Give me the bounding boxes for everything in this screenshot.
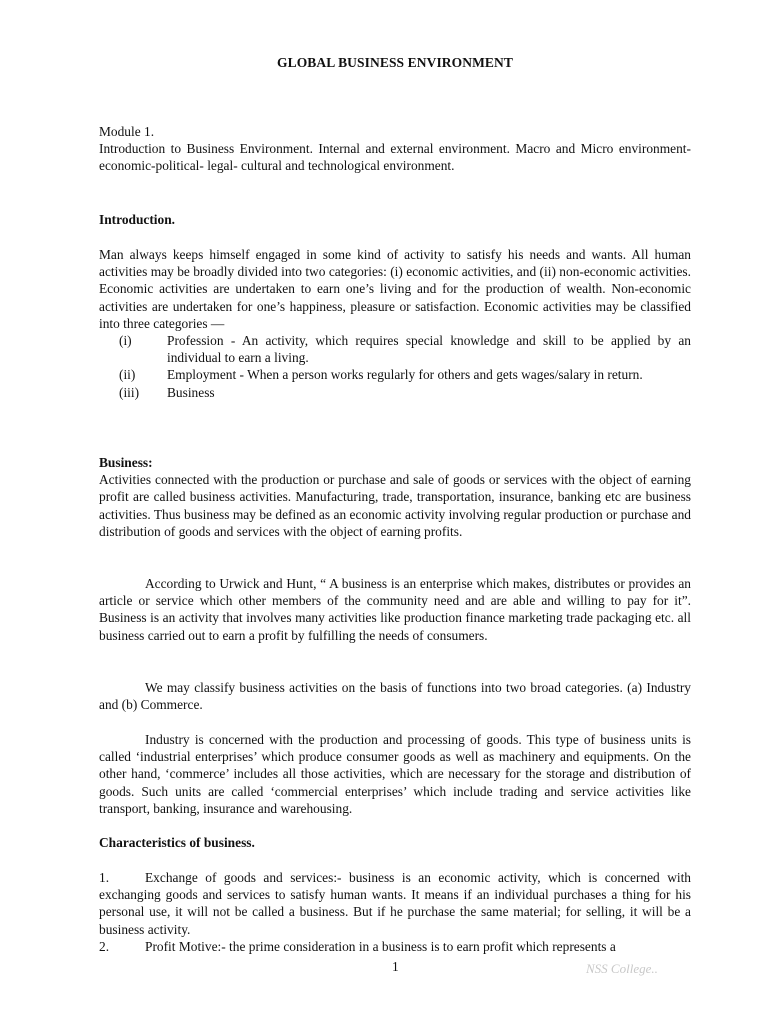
characteristics-heading: Characteristics of business.: [99, 835, 255, 850]
list-item-number: (iii): [119, 384, 140, 400]
characteristic-text: Exchange of goods and services:- business is an economic activity, which is concerned with exchanging goods and services to satisfy human wants. It means if an individual purchases a thing for his personal use, it will not be called a business. But if he purchase the same material; for selling, it will be a business activity.: [99, 870, 691, 937]
characteristic-number: 1.: [99, 870, 110, 885]
characteristic-text: Profit Motive:- the prime consideration in a business is to earn profit which represents a: [145, 938, 616, 954]
characteristic-item: [99, 869, 691, 938]
business-paragraph-2: According to Urwick and Hunt, “ A business is an enterprise which makes, distributes or provides an article or service which other members of the community need and are able and willing to pay for it”. Business is an activity that involves many activities like production finance marketing trade packaging etc. all business carried out to earn a profit by fulfilling the needs of consumers.: [99, 576, 691, 643]
activity-list-item: [99, 366, 691, 383]
list-item-text: Profession - An activity, which requires special knowledge and skill to be applied by an individual to earn a living.: [167, 333, 691, 366]
introduction-section: [99, 246, 691, 401]
industry-commerce-block: [99, 731, 691, 817]
business-section: [99, 454, 691, 540]
activity-list-item: [99, 384, 691, 401]
business-heading: Business:: [99, 455, 153, 470]
introduction-heading-block: [99, 211, 691, 228]
list-item-text: Employment - When a person works regularly for others and gets wages/salary in return.: [167, 367, 643, 383]
activity-list-item: [99, 332, 691, 366]
characteristic-number: 2.: [99, 938, 110, 954]
introduction-paragraph: Man always keeps himself engaged in some kind of activity to satisfy his needs and wants. All human activities may be broadly divided into two categories: (i) economic activities, and (ii) non-economic activities. Economic activities are undertaken to earn one’s living and for the production of wealth. Non-economic activities are undertaken for one’s happiness, pleasure or satisfaction. Economic activities may be classified into three categories —: [99, 247, 691, 331]
business-definition-block: [99, 575, 691, 644]
introduction-heading: Introduction.: [99, 212, 176, 227]
characteristic-item: [99, 938, 691, 955]
business-classification-block: [99, 679, 691, 713]
page-number: 1: [392, 959, 399, 974]
list-item-number: (ii): [119, 367, 136, 383]
list-item-number: (i): [119, 333, 132, 349]
list-item-text: Business: [167, 384, 215, 400]
characteristics-heading-block: [99, 834, 691, 851]
business-paragraph-1: Activities connected with the production or purchase and sale of goods or services with the object of earning profit are called business activities. Manufacturing, trade, transportation, insurance, banking etc are business activities. Thus business may be defined as an economic activity involving regular production or purchase and distribution of goods and services with the object of earning profits.: [99, 472, 691, 539]
module-label: Module 1.: [99, 124, 155, 139]
module-section: [99, 123, 691, 175]
characteristics-section: [99, 869, 691, 955]
footer-college-note: NSS College..: [586, 961, 658, 976]
business-paragraph-3: We may classify business activities on the basis of functions into two broad categories. (a) Industry and (b) Commerce.: [99, 680, 691, 713]
module-description: Introduction to Business Environment. Internal and external environment. Macro and Micro environment- economic-political- legal- cultural and technological environment.: [99, 141, 691, 174]
business-paragraph-4: Industry is concerned with the production and processing of goods. This type of business units is called ‘industrial enterprises’ which produce consumer goods as well as machinery and equipments. On the other hand, ‘commerce’ includes all those activities, which are necessary for the storage and distribution of goods. Such units are called ‘commercial enterprises’ which include trading and service activities like transport, banking, insurance and warehousing.: [99, 732, 691, 816]
document-title: GLOBAL BUSINESS ENVIRONMENT: [276, 55, 513, 70]
